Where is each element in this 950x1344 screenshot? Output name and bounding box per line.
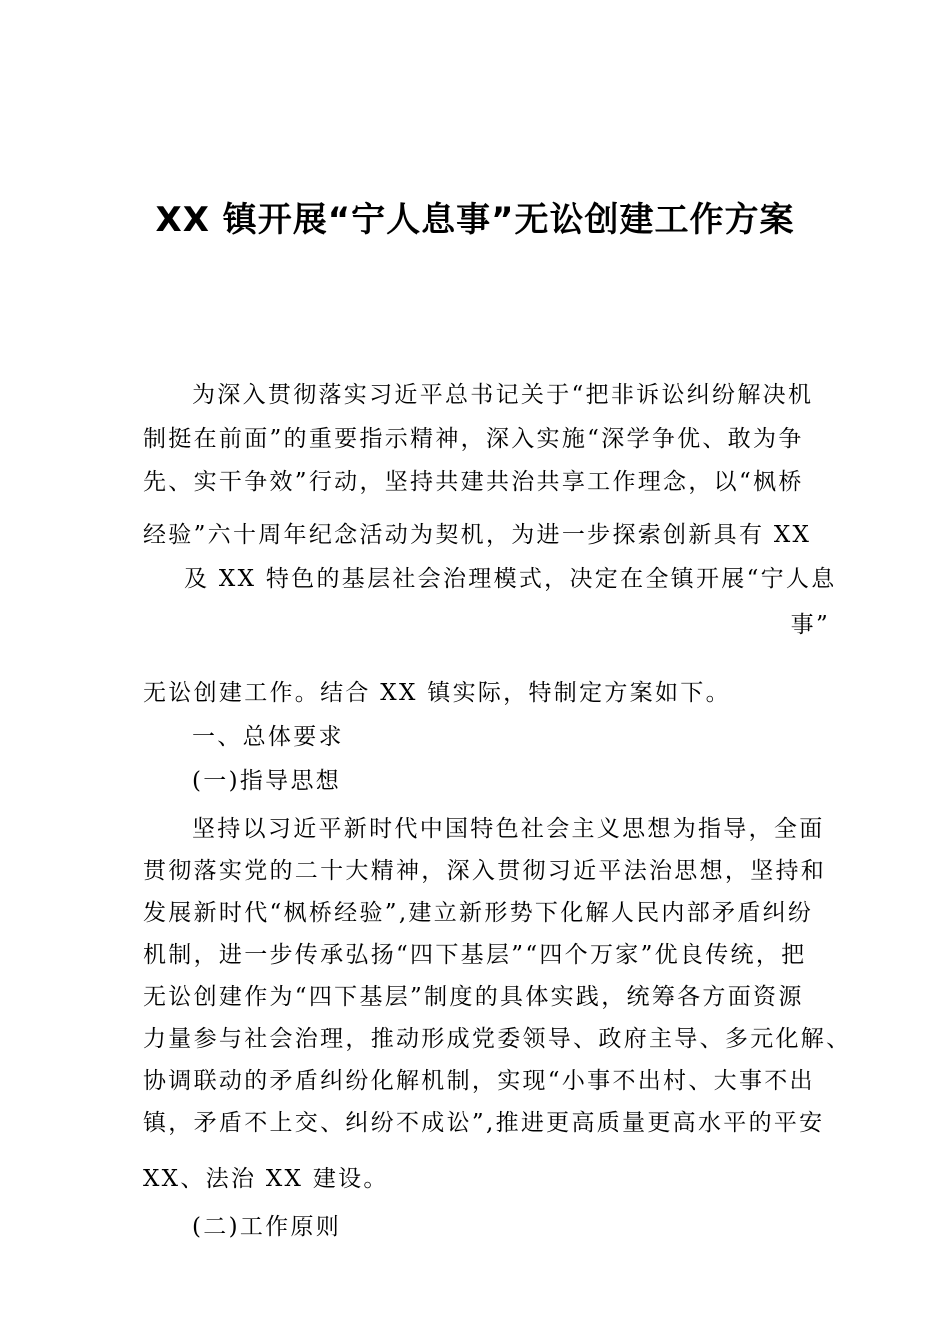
paragraph-line: 无讼创建作为“四下基层”制度的具体实践，统筹各方面资源 bbox=[143, 984, 804, 1010]
paragraph-line: 为深入贯彻落实习近平总书记关于“把非诉讼纠纷解决机 bbox=[192, 382, 814, 408]
paragraph-line: 协调联动的矛盾纠纷化解机制，实现“小事不出村、大事不出 bbox=[143, 1068, 815, 1094]
subsection-heading: (一)指导思想 bbox=[192, 768, 342, 794]
paragraph-line: 坚持以习近平新时代中国特色社会主义思想为指导，全面 bbox=[192, 816, 825, 842]
paragraph-line: 先、实干争效”行动，坚持共建共治共享工作理念，以“枫桥 bbox=[143, 469, 804, 495]
paragraph-line: 机制，进一步传承弘扬“四下基层”“四个万家”优良传统，把 bbox=[143, 942, 807, 968]
paragraph-line: 制挺在前面”的重要指示精神，深入实施“深学争优、敢为争 bbox=[143, 426, 804, 452]
paragraph-line: 及 XX 特色的基层社会治理模式，决定在全镇开展“宁人息 bbox=[184, 566, 837, 592]
paragraph-line: 无讼创建工作。结合 XX 镇实际，特制定方案如下。 bbox=[143, 680, 731, 706]
document-title: XX 镇开展“宁人息事”无讼创建工作方案 bbox=[155, 200, 795, 240]
paragraph-line: XX、法治 XX 建设。 bbox=[143, 1166, 389, 1192]
paragraph-line: 事” bbox=[790, 612, 830, 638]
paragraph-line: 镇，矛盾不上交、纠纷不成讼”,推进更高质量更高水平的平安 bbox=[143, 1110, 825, 1136]
paragraph-line: 发展新时代“枫桥经验”,建立新形势下化解人民内部矛盾纠纷 bbox=[143, 900, 814, 926]
subsection-heading: (二)工作原则 bbox=[192, 1214, 342, 1240]
paragraph-line: 力量参与社会治理，推动形成党委领导、政府主导、多元化解、 bbox=[143, 1026, 852, 1052]
paragraph-line: 经验”六十周年纪念活动为契机，为进一步探索创新具有 XX bbox=[143, 522, 812, 548]
section-heading: 一、总体要求 bbox=[192, 724, 344, 750]
paragraph-line: 贯彻落实党的二十大精神，深入贯彻习近平法治思想，坚持和 bbox=[143, 858, 827, 884]
